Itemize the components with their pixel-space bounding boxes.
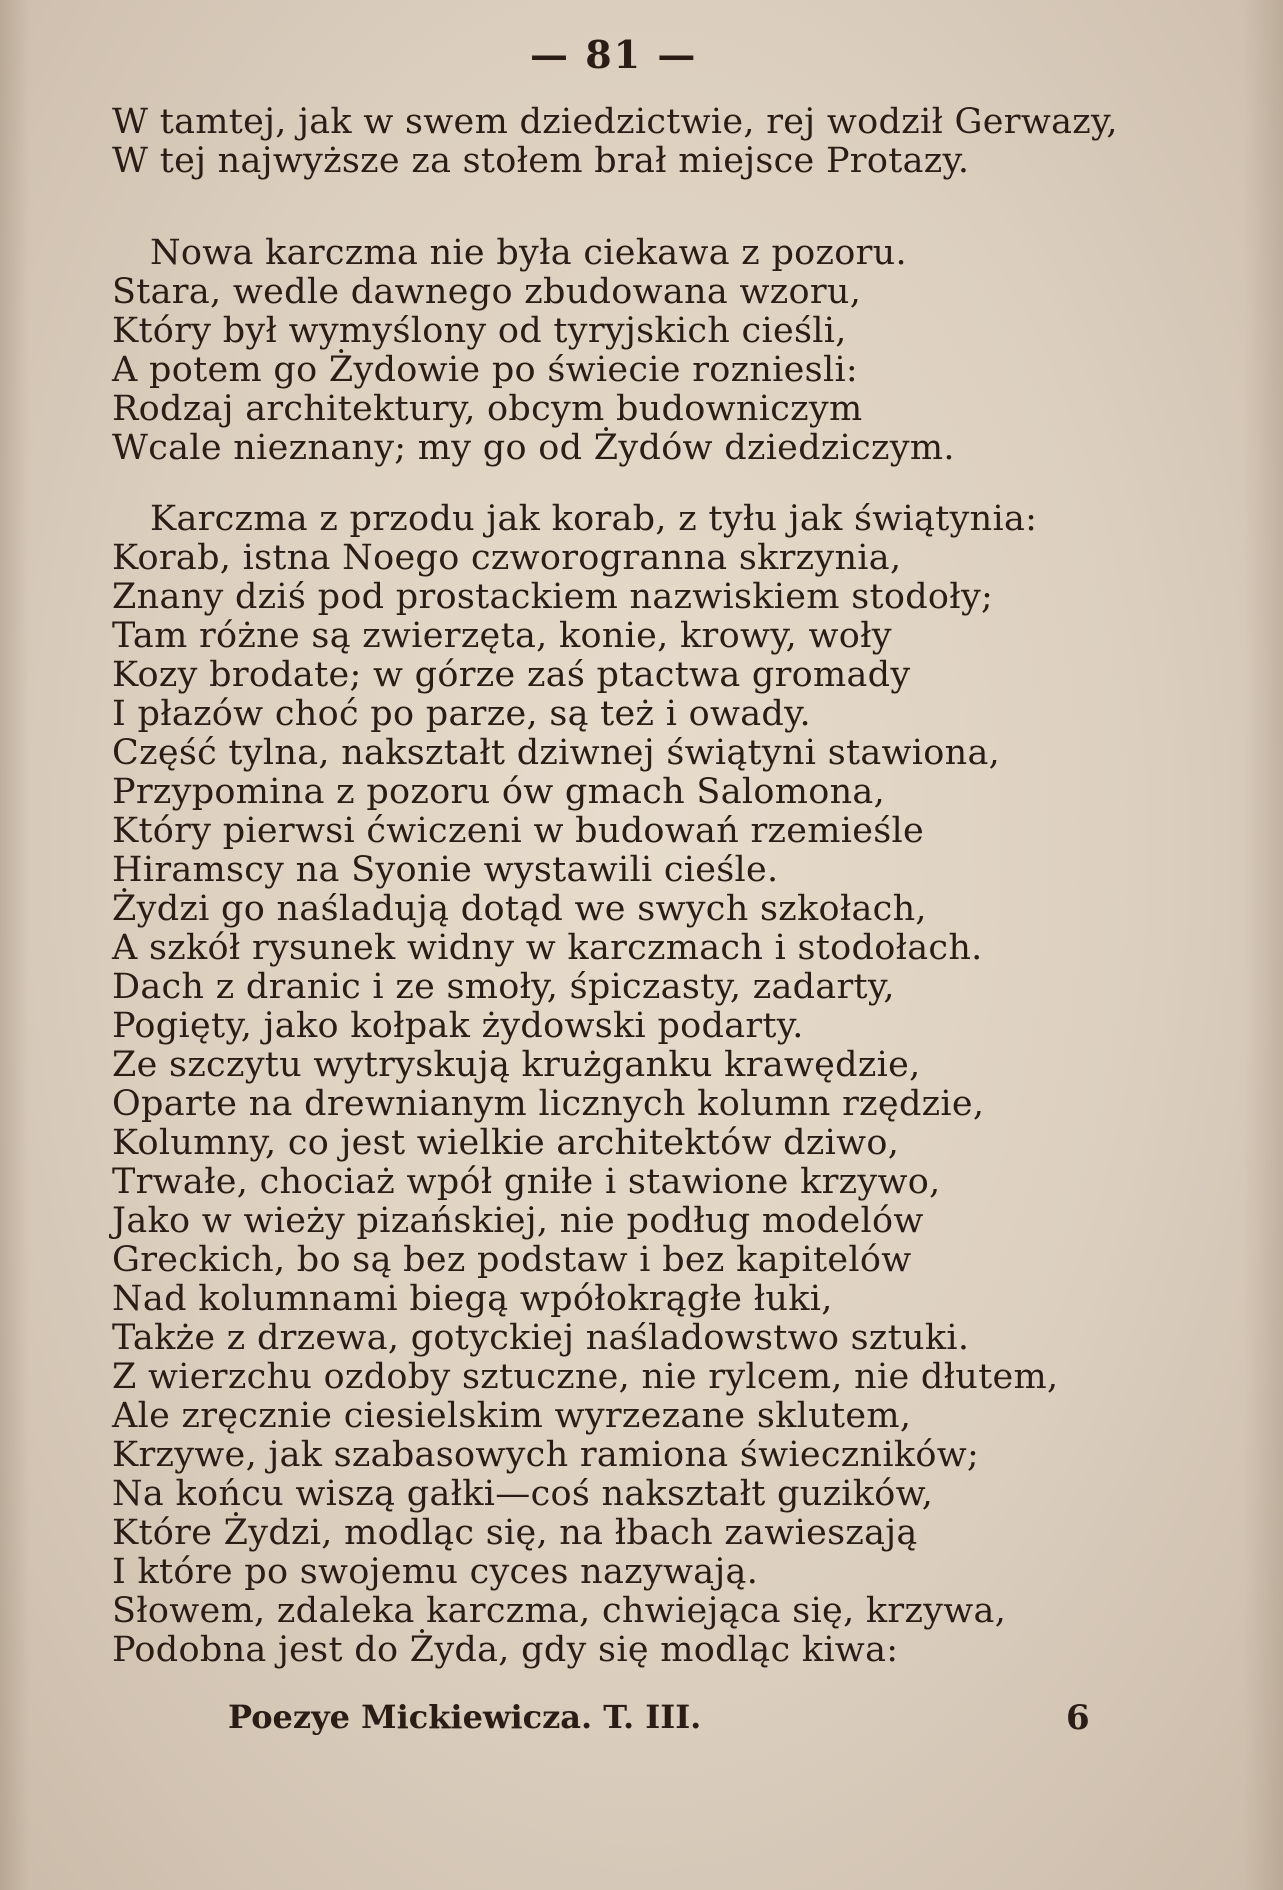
verse-line: Przypomina z pozoru ów gmach Salomona, [112, 772, 886, 812]
verse-line: Pogięty, jako kołpak żydowski podarty. [112, 1006, 804, 1046]
verse-line: A potem go Żydowie po świecie rozniesli: [112, 350, 859, 390]
verse-line: A szkół rysunek widny w karczmach i stodołach. [112, 928, 983, 968]
verse-line: Stara, wedle dawnego zbudowana wzoru, [112, 272, 862, 312]
verse-line: W tej najwyższe za stołem brał miejsce Protazy. [112, 141, 970, 181]
verse-line: Dach z dranic i ze smoły, śpiczasty, zadarty, [112, 967, 895, 1007]
printer-signature: 6 [1066, 1698, 1090, 1738]
verse-line: Hiramscy na Syonie wystawili cieśle. [112, 850, 779, 890]
verse-line: Z wierzchu ozdoby sztuczne, nie rylcem, nie dłutem, [112, 1357, 1059, 1397]
verse-line: I które po swojemu cyces nazywają. [112, 1552, 759, 1592]
verse-line: Które Żydzi, modląc się, na łbach zawieszają [112, 1513, 918, 1553]
page-number: — 81 — [530, 32, 698, 77]
verse-line: W tamtej, jak w swem dziedzictwie, rej wodził Gerwazy, [112, 102, 1118, 142]
verse-line: Kolumny, co jest wielkie architektów dziwo, [112, 1123, 900, 1163]
verse-line: Słowem, zdaleka karczma, chwiejąca się, krzywa, [112, 1591, 1007, 1631]
verse-line: Korab, istna Noego czworogranna skrzynia, [112, 538, 902, 578]
verse-line: Jako w wieży pizańskiej, nie podług modelów [112, 1201, 924, 1241]
verse-line: Podobna jest do Żyda, gdy się modląc kiwa: [112, 1630, 899, 1670]
verse-line: Który był wymyślony od tyryjskich cieśli, [112, 311, 847, 351]
page-edge-shadow-left [0, 0, 30, 1890]
verse-line: Nad kolumnami biegą wpółokrągłe łuki, [112, 1279, 833, 1319]
verse-line: Trwałe, chociaż wpół gniłe i stawione krzywo, [112, 1162, 941, 1202]
verse-line: Wcale nieznany; my go od Żydów dziedziczym. [112, 428, 955, 468]
stanza-3 [112, 500, 1112, 1670]
verse-line: Część tylna, nakształt dziwnej świątyni stawiona, [112, 733, 1001, 773]
verse-line: I płazów choć po parze, są też i owady. [112, 694, 811, 734]
verse-line: Kozy brodate; w górze zaś ptactwa gromady [112, 655, 911, 695]
verse-line: Ze szczytu wytryskują krużganku krawędzie, [112, 1045, 921, 1085]
verse-line: Żydzi go naśladują dotąd we swych szkołach, [112, 889, 927, 929]
page-footer: Poezye Mickiewicza. T. III. [228, 1698, 702, 1736]
verse-line: Który pierwsi ćwiczeni w budowań rzemieśle [112, 811, 925, 851]
verse-line: Oparte na drewnianym licznych kolumn rzędzie, [112, 1084, 985, 1124]
verse-line: Nowa karczma nie była ciekawa z pozoru. [150, 233, 907, 273]
verse-line: Na końcu wiszą gałki—coś nakształt guzików, [112, 1474, 934, 1514]
verse-line: Znany dziś pod prostackiem nazwiskiem stodoły; [112, 577, 994, 617]
stanza-2 [112, 234, 1112, 468]
verse-line: Krzywe, jak szabasowych ramiona świeczników; [112, 1435, 980, 1475]
verse-line: Greckich, bo są bez podstaw i bez kapitelów [112, 1240, 912, 1280]
stanza-1 [112, 102, 1118, 181]
verse-line: Także z drzewa, gotyckiej naśladowstwo sztuki. [112, 1318, 970, 1358]
verse-line: Karczma z przodu jak korab, z tyłu jak świątynia: [150, 499, 1038, 539]
verse-line: Tam różne są zwierzęta, konie, krowy, woły [112, 616, 892, 656]
verse-line: Ale zręcznie ciesielskim wyrzezane sklutem, [112, 1396, 912, 1436]
verse-line: Rodzaj architektury, obcym budowniczym [112, 389, 863, 429]
page-edge-shadow-right [1243, 0, 1283, 1890]
